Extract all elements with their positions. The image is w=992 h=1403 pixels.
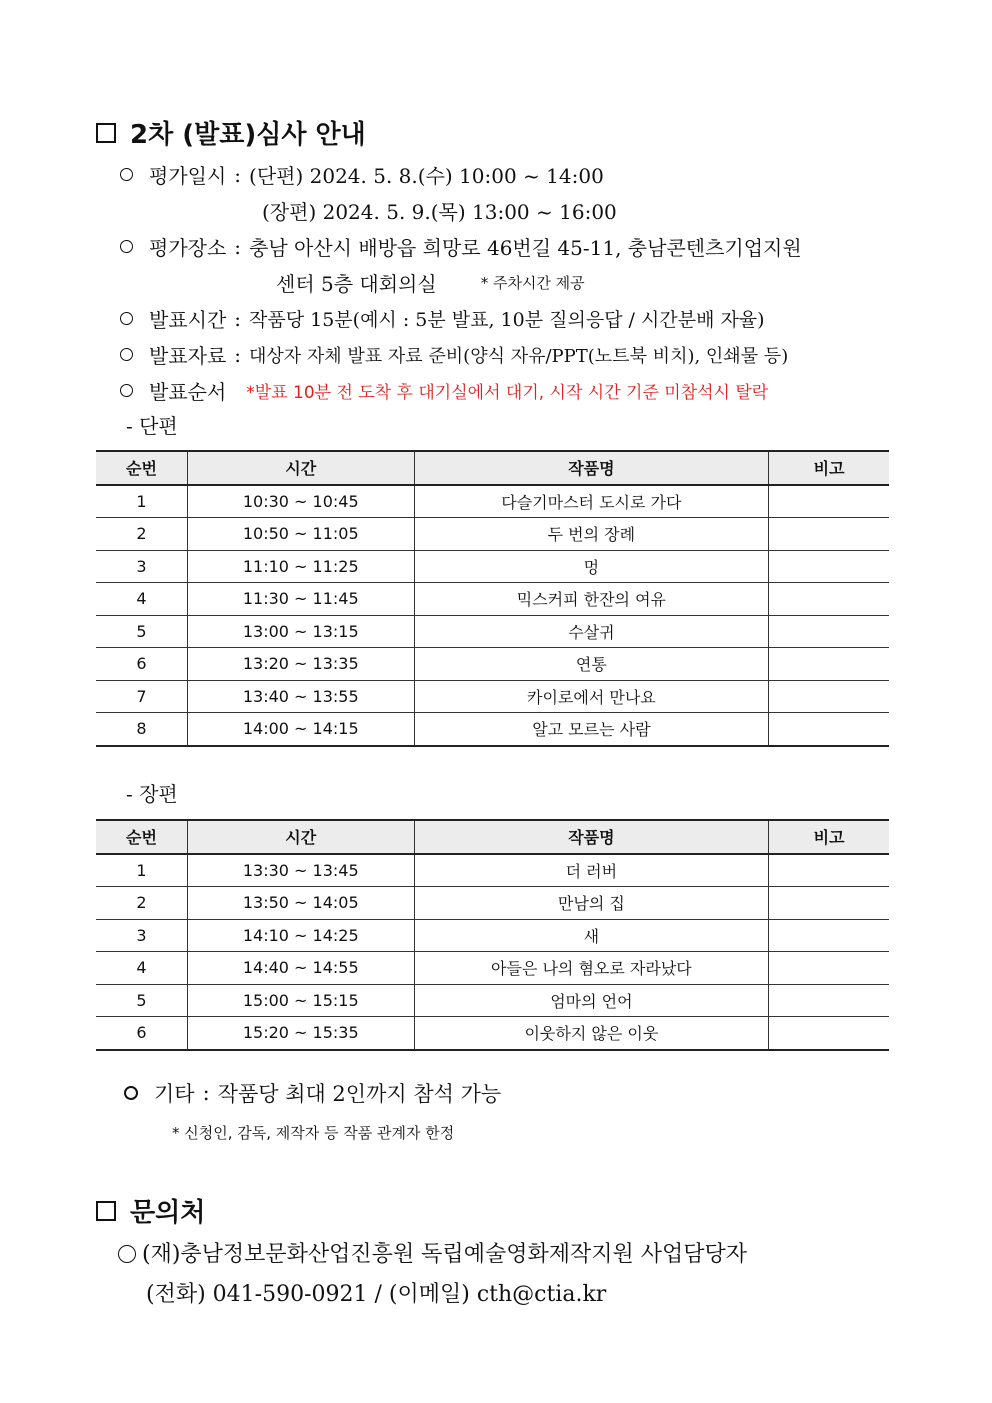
header-title: 작품명 — [414, 451, 769, 485]
schedule-short: (단편) 2024. 5. 8.(수) 10:00 ~ 14:00 — [249, 164, 604, 188]
cell-time: 10:30 ~ 10:45 — [187, 485, 414, 518]
cell-title: 수살귀 — [414, 615, 769, 648]
schedule-long: (장편) 2024. 5. 9.(목) 13:00 ~ 16:00 — [262, 200, 617, 224]
etc-note-row — [172, 1122, 454, 1143]
section-heading-contact — [96, 1192, 205, 1229]
cell-no: 4 — [96, 952, 187, 985]
cell-note — [769, 615, 889, 648]
circle-bullet-icon — [120, 168, 133, 181]
schedule-row-long — [262, 196, 617, 225]
table-row — [96, 615, 889, 648]
cell-no: 7 — [96, 680, 187, 713]
long-film-label: - 장편 — [126, 782, 178, 806]
cell-title: 멍 — [414, 550, 769, 583]
contact-info-row — [146, 1277, 606, 1308]
cell-time: 15:20 ~ 15:35 — [187, 1017, 414, 1050]
materials-row: 발표자료 : 대상자 자체 발표 자료 준비(양식 자유/PPT(노트북 비치), 인쇄물 등) — [120, 340, 788, 369]
section-title: 문의처 — [130, 1198, 206, 1228]
header-time: 시간 — [187, 451, 414, 485]
short-film-label: - 단편 — [126, 414, 178, 438]
cell-time: 11:30 ~ 11:45 — [187, 583, 414, 616]
cell-title: 아들은 나의 혐오로 자라났다 — [414, 952, 769, 985]
duration-value: 작품당 15분(예시 : 5분 발표, 10분 질의응답 / 시간분배 자율) — [249, 309, 765, 331]
schedule-row: 평가일시 : (단편) 2024. 5. 8.(수) 10:00 ~ 14:00 — [120, 160, 604, 189]
cell-title: 카이로에서 만나요 — [414, 680, 769, 713]
table-row — [96, 648, 889, 681]
table-row — [96, 1017, 889, 1050]
venue-label: 평가장소 — [149, 236, 227, 260]
cell-note — [769, 854, 889, 887]
cell-no: 5 — [96, 984, 187, 1017]
header-note: 비고 — [769, 451, 889, 485]
short-film-table — [96, 450, 889, 747]
table-row — [96, 680, 889, 713]
order-row — [120, 376, 768, 405]
cell-time: 10:50 ~ 11:05 — [187, 518, 414, 551]
circle-bullet-icon — [120, 384, 133, 397]
table-row — [96, 854, 889, 887]
cell-no: 2 — [96, 518, 187, 551]
header-time: 시간 — [187, 820, 414, 854]
cell-title: 만남의 집 — [414, 887, 769, 920]
cell-time: 11:10 ~ 11:25 — [187, 550, 414, 583]
cell-no: 4 — [96, 583, 187, 616]
etc-value: 작품당 최대 2인까지 참석 가능 — [217, 1082, 502, 1106]
header-no: 순번 — [96, 451, 187, 485]
table-row — [96, 984, 889, 1017]
cell-note — [769, 984, 889, 1017]
table-row — [96, 887, 889, 920]
section-title: 2차 (발표)심사 안내 — [130, 120, 366, 150]
cell-time: 14:10 ~ 14:25 — [187, 919, 414, 952]
cell-note — [769, 550, 889, 583]
duration-label: 발표시간 — [149, 308, 227, 332]
venue-row: 평가장소 : 충남 아산시 배방읍 희망로 46번길 45-11, 충남콘텐츠기업지원 — [120, 232, 802, 261]
cell-time: 13:00 ~ 13:15 — [187, 615, 414, 648]
etc-label: 기타 — [154, 1082, 195, 1106]
venue-line1: 충남 아산시 배방읍 희망로 46번길 45-11, 충남콘텐츠기업지원 — [249, 236, 802, 260]
cell-no: 1 — [96, 854, 187, 887]
materials-value: 대상자 자체 발표 자료 준비(양식 자유/PPT(노트북 비치), 인쇄물 등) — [249, 345, 789, 367]
cell-no: 3 — [96, 919, 187, 952]
square-bullet-icon — [96, 1201, 116, 1221]
cell-title: 이웃하지 않은 이웃 — [414, 1017, 769, 1050]
materials-label: 발표자료 — [149, 344, 227, 368]
table-row — [96, 952, 889, 985]
cell-note — [769, 919, 889, 952]
parking-note: * 주차시간 제공 — [480, 274, 585, 292]
cell-no: 6 — [96, 648, 187, 681]
duration-row: 발표시간 : 작품당 15분(예시 : 5분 발표, 10분 질의응답 / 시간분배 자율) — [120, 304, 765, 333]
schedule-label: 평가일시 — [149, 164, 227, 188]
cell-no: 1 — [96, 485, 187, 518]
cell-time: 13:30 ~ 13:45 — [187, 854, 414, 887]
cell-note — [769, 518, 889, 551]
circle-bullet-icon — [120, 312, 133, 325]
cell-note — [769, 713, 889, 746]
cell-time: 14:00 ~ 14:15 — [187, 713, 414, 746]
table-header-row — [96, 820, 889, 854]
circle-bullet-icon — [120, 240, 133, 253]
venue-row-2 — [276, 268, 585, 297]
cell-title: 연통 — [414, 648, 769, 681]
etc-note: * 신청인, 감독, 제작자 등 작품 관계자 한정 — [172, 1124, 455, 1142]
table-row — [96, 518, 889, 551]
order-label: 발표순서 — [149, 380, 227, 404]
cell-time: 15:00 ~ 15:15 — [187, 984, 414, 1017]
table-row — [96, 583, 889, 616]
contact-org-row — [118, 1237, 747, 1268]
contact-info: (전화) 041-590-0921 / (이메일) cth@ctia.kr — [146, 1282, 607, 1307]
cell-note — [769, 648, 889, 681]
header-no: 순번 — [96, 820, 187, 854]
etc-row: 기타 : 작품당 최대 2인까지 참석 가능 — [120, 1078, 501, 1108]
table-header-row — [96, 451, 889, 485]
circle-bullet-icon — [118, 1245, 136, 1263]
cell-title: 두 번의 장례 — [414, 518, 769, 551]
cell-note — [769, 887, 889, 920]
cell-title: 새 — [414, 919, 769, 952]
cell-no: 6 — [96, 1017, 187, 1050]
order-warning: *발표 10분 전 도착 후 대기실에서 대기, 시작 시간 기준 미참석시 탈락 — [246, 383, 769, 403]
cell-title: 믹스커피 한잔의 여유 — [414, 583, 769, 616]
table-row — [96, 713, 889, 746]
cell-note — [769, 952, 889, 985]
cell-note — [769, 680, 889, 713]
contact-org: (재)충남정보문화산업진흥원 독립예술영화제작지원 사업담당자 — [142, 1242, 747, 1267]
cell-title: 더 러버 — [414, 854, 769, 887]
header-note: 비고 — [769, 820, 889, 854]
section-heading-review — [96, 114, 366, 151]
long-film-table — [96, 819, 889, 1051]
table-row — [96, 485, 889, 518]
cell-title: 알고 모르는 사람 — [414, 713, 769, 746]
cell-time: 13:20 ~ 13:35 — [187, 648, 414, 681]
cell-no: 8 — [96, 713, 187, 746]
cell-note — [769, 1017, 889, 1050]
header-title: 작품명 — [414, 820, 769, 854]
cell-note — [769, 485, 889, 518]
cell-no: 3 — [96, 550, 187, 583]
cell-time: 13:50 ~ 14:05 — [187, 887, 414, 920]
circle-bullet-icon — [120, 348, 133, 361]
square-bullet-icon — [96, 123, 116, 143]
cell-no: 2 — [96, 887, 187, 920]
circle-bullet-icon — [124, 1086, 138, 1100]
table-row — [96, 550, 889, 583]
table-row — [96, 919, 889, 952]
cell-title: 다슬기마스터 도시로 가다 — [414, 485, 769, 518]
cell-no: 5 — [96, 615, 187, 648]
venue-line2: 센터 5층 대회의실 — [276, 272, 437, 296]
cell-title: 엄마의 언어 — [414, 984, 769, 1017]
cell-time: 13:40 ~ 13:55 — [187, 680, 414, 713]
cell-note — [769, 583, 889, 616]
cell-time: 14:40 ~ 14:55 — [187, 952, 414, 985]
